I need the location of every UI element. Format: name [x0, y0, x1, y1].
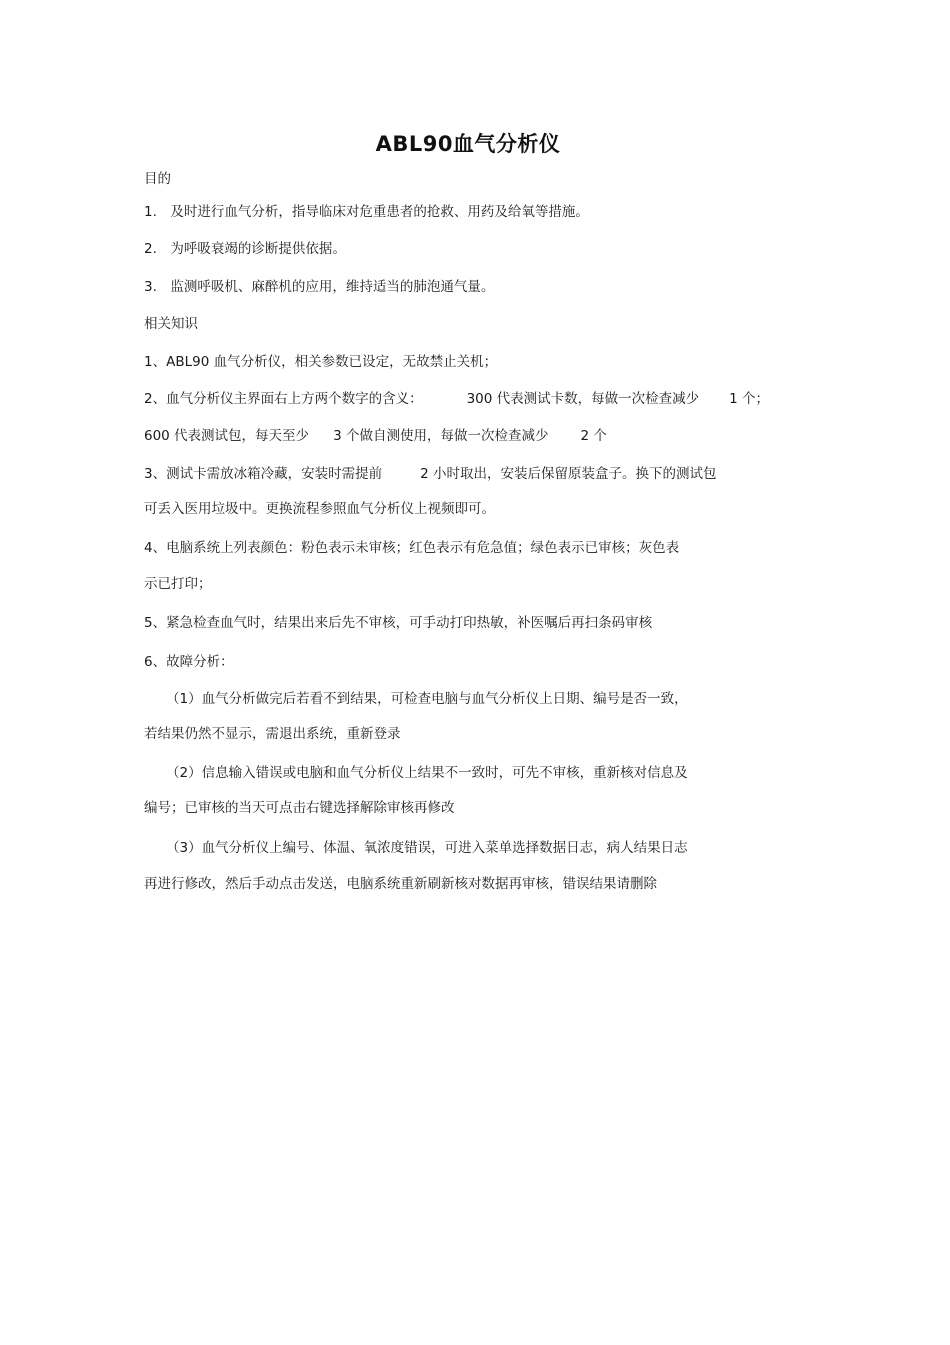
knowledge-item-3-line-2: 可丢入医用垃圾中。更换流程参照血气分析仪上视频即可。 [144, 501, 495, 517]
knowledge-item-2-line-2 [144, 426, 607, 446]
knowledge-item-2-part-e: 3 个做自测使用，每做一次检查减少 [333, 428, 549, 444]
fault-item-3-line-2: 再进行修改，然后手动点击发送，电脑系统重新刷新核对数据再审核，错误结果请删除 [144, 876, 657, 892]
knowledge-item-2-part-c: 1 个； [729, 391, 770, 407]
knowledge-item-5: 5、紧急检查血气时，结果出来后先不审核，可手动打印热敏，补医嘱后再扫条码审核 [144, 615, 653, 631]
knowledge-item-3-part-b: 2 小时取出，安装后保留原装盒子。换下的测试包 [420, 466, 717, 482]
document-title: ABL90血气分析仪 [375, 132, 561, 156]
knowledge-item-3-line-1 [144, 464, 716, 484]
knowledge-item-2-line-1 [144, 389, 769, 409]
knowledge-item-4-line-1: 4、电脑系统上列表颜色：粉色表示未审核；红色表示有危急值；绿色表示已审核；灰色表 [144, 540, 680, 556]
knowledge-item-4-line-2: 示已打印； [144, 576, 212, 592]
purpose-item-3: 3. 监测呼吸机、麻醉机的应用，维持适当的肺泡通气量。 [144, 279, 495, 295]
knowledge-item-2-part-f: 2 个 [580, 428, 607, 444]
section-heading-purpose: 目的 [144, 171, 171, 187]
purpose-item-2: 2. 为呼吸衰竭的诊断提供依据。 [144, 241, 346, 257]
fault-item-3-line-1: （3）血气分析仪上编号、体温、氧浓度错误，可进入菜单选择数据日志，病人结果日志 [166, 840, 688, 856]
knowledge-item-2-part-b: 300 代表测试卡数，每做一次检查减少 [466, 391, 700, 407]
knowledge-item-2-part-a: 2、血气分析仪主界面右上方两个数字的含义： [144, 391, 423, 407]
knowledge-item-6: 6、故障分析： [144, 654, 234, 670]
section-heading-knowledge: 相关知识 [144, 316, 198, 332]
knowledge-item-1: 1、ABL90 血气分析仪，相关参数已设定，无故禁止关机； [144, 354, 498, 370]
fault-item-2-line-2: 编号；已审核的当天可点击右键选择解除审核再修改 [144, 800, 455, 816]
purpose-item-1: 1. 及时进行血气分析，指导临床对危重患者的抢救、用药及给氧等措施。 [144, 204, 589, 220]
knowledge-item-3-part-a: 3、测试卡需放冰箱冷藏，安装时需提前 [144, 466, 383, 482]
fault-item-2-line-1: （2）信息输入错误或电脑和血气分析仪上结果不一致时，可先不审核，重新核对信息及 [166, 765, 688, 781]
fault-item-1-line-1: （1）血气分析做完后若看不到结果，可检查电脑与血气分析仪上日期、编号是否一致， [166, 691, 688, 707]
fault-item-1-line-2: 若结果仍然不显示，需退出系统，重新登录 [144, 726, 401, 742]
knowledge-item-2-part-d: 600 代表测试包，每天至少 [144, 428, 310, 444]
